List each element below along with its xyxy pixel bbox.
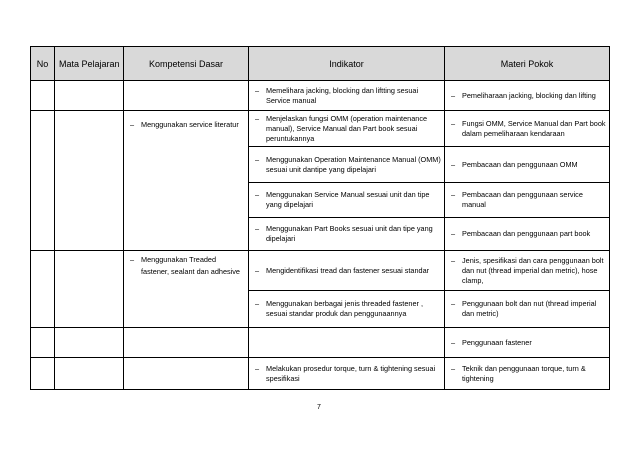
cell-indikator: – Memelihara jacking, blocking dan liftting sesuai Service manual bbox=[249, 81, 445, 111]
indikator-text: Melakukan prosedur torque, turn & tightening sesuai spesifikasi bbox=[266, 363, 436, 383]
header-mata-pelajaran: Mata Pelajaran bbox=[55, 47, 124, 81]
page-number: 7 bbox=[317, 404, 321, 411]
cell-indikator: – Menggunakan Operation Maintenance Manual (OMM) sesuai unit dantipe yang dipelajari bbox=[249, 147, 445, 183]
cell-indikator: – Mengidentifikasi tread dan fastener sesuai standar bbox=[249, 251, 445, 291]
cell-no bbox=[31, 81, 55, 111]
cell-materi: – Pembacaan dan penggunaan service manual bbox=[445, 183, 610, 218]
table-row bbox=[31, 328, 610, 358]
table-row bbox=[31, 81, 610, 111]
materi-text: Jenis, spesifikasi dan cara penggunaan bolt dan nut (thread imperial dan metric), hose clamp, bbox=[462, 255, 604, 285]
indikator-text: Menggunakan Part Books sesuai unit dan tipe yang dipelajari bbox=[266, 224, 433, 243]
kompetensi-text: Menggunakan service literatur bbox=[141, 120, 239, 129]
cell-kompetensi: – Menggunakan service literatur bbox=[124, 111, 249, 251]
cell-indikator: – Menggunakan berbagai jenis threaded fastener , sesuai standar produk dan penggunaannya bbox=[249, 291, 445, 328]
cell-kompetensi: – Menggunakan Treaded fastener, sealant dan adhesive bbox=[124, 251, 249, 328]
cell-no bbox=[31, 328, 55, 358]
header-kompetensi-dasar: Kompetensi Dasar bbox=[124, 47, 249, 81]
kompetensi-text: Menggunakan Treaded fastener, sealant dan adhesive bbox=[141, 255, 240, 276]
cell-mata-pelajaran bbox=[55, 111, 124, 251]
cell-indikator: – Menggunakan Service Manual sesuai unit dan tipe yang dipelajari bbox=[249, 183, 445, 218]
cell-kompetensi bbox=[124, 81, 249, 111]
cell-materi: – Teknik dan penggunaan torque, turn & tightening bbox=[445, 358, 610, 390]
indikator-text: Mengidentifikasi tread dan fastener sesuai standar bbox=[266, 265, 430, 275]
cell-materi: – Pembacaan dan penggunaan part book bbox=[445, 218, 610, 251]
materi-text: Teknik dan penggunaan torque, turn & tightening bbox=[462, 363, 586, 383]
curriculum-table bbox=[30, 46, 610, 390]
header-materi-pokok: Materi Pokok bbox=[445, 47, 610, 81]
cell-no bbox=[31, 251, 55, 328]
materi-text: Pembacaan dan penggunaan service manual bbox=[462, 190, 583, 209]
table-row bbox=[31, 111, 610, 147]
cell-materi: – Penggunaan fastener bbox=[445, 328, 610, 358]
cell-mata-pelajaran bbox=[55, 358, 124, 390]
header-no: No bbox=[31, 47, 55, 81]
cell-kompetensi bbox=[124, 358, 249, 390]
materi-text: Fungsi OMM, Service Manual dan Part book dalam pemeliharaan kendaraan bbox=[462, 118, 606, 138]
cell-mata-pelajaran bbox=[55, 81, 124, 111]
cell-indikator: – Menggunakan Part Books sesuai unit dan tipe yang dipelajari bbox=[249, 218, 445, 251]
cell-materi: – Pemeliharaan jacking, blocking dan lifting bbox=[445, 81, 610, 111]
cell-no bbox=[31, 358, 55, 390]
materi-text: Pembacaan dan penggunaan OMM bbox=[462, 159, 578, 169]
header-indikator: Indikator bbox=[249, 47, 445, 81]
materi-text: Pembacaan dan penggunaan part book bbox=[462, 229, 591, 238]
cell-materi: – Fungsi OMM, Service Manual dan Part book dalam pemeliharaan kendaraan bbox=[445, 111, 610, 147]
cell-indikator: – Melakukan prosedur torque, turn & tightening sesuai spesifikasi bbox=[249, 358, 445, 390]
materi-text: Penggunaan fastener bbox=[462, 337, 532, 347]
materi-text: Penggunaan bolt dan nut (thread imperial dan metric) bbox=[462, 299, 597, 318]
cell-indikator bbox=[249, 328, 445, 358]
cell-no bbox=[31, 111, 55, 251]
indikator-text: Menggunakan berbagai jenis threaded fastener , sesuai standar produk dan penggunaannya bbox=[266, 299, 423, 318]
cell-materi: – Pembacaan dan penggunaan OMM bbox=[445, 147, 610, 183]
cell-indikator: – Menjelaskan fungsi OMM (operation maintenance manual), Service Manual dan Part book sesuai peruntukannya bbox=[249, 111, 445, 147]
table-row bbox=[31, 358, 610, 390]
table-row bbox=[31, 251, 610, 291]
indikator-text: Menjelaskan fungsi OMM (operation maintenance manual), Service Manual dan Part book sesuai peruntukannya bbox=[266, 113, 428, 143]
cell-mata-pelajaran bbox=[55, 328, 124, 358]
cell-mata-pelajaran bbox=[55, 251, 124, 328]
indikator-text: Menggunakan Service Manual sesuai unit dan tipe yang dipelajari bbox=[266, 190, 430, 209]
cell-kompetensi bbox=[124, 328, 249, 358]
cell-materi: – Penggunaan bolt dan nut (thread imperial dan metric) bbox=[445, 291, 610, 328]
table-header-row bbox=[31, 47, 610, 81]
indikator-text: Menggunakan Operation Maintenance Manual (OMM) sesuai unit dantipe yang dipelajari bbox=[266, 154, 441, 174]
indikator-text: Memelihara jacking, blocking dan liftting sesuai Service manual bbox=[266, 85, 419, 105]
cell-materi: – Jenis, spesifikasi dan cara penggunaan bolt dan nut (thread imperial dan metric), hose clamp, bbox=[445, 251, 610, 291]
materi-text: Pemeliharaan jacking, blocking dan lifting bbox=[462, 90, 596, 100]
